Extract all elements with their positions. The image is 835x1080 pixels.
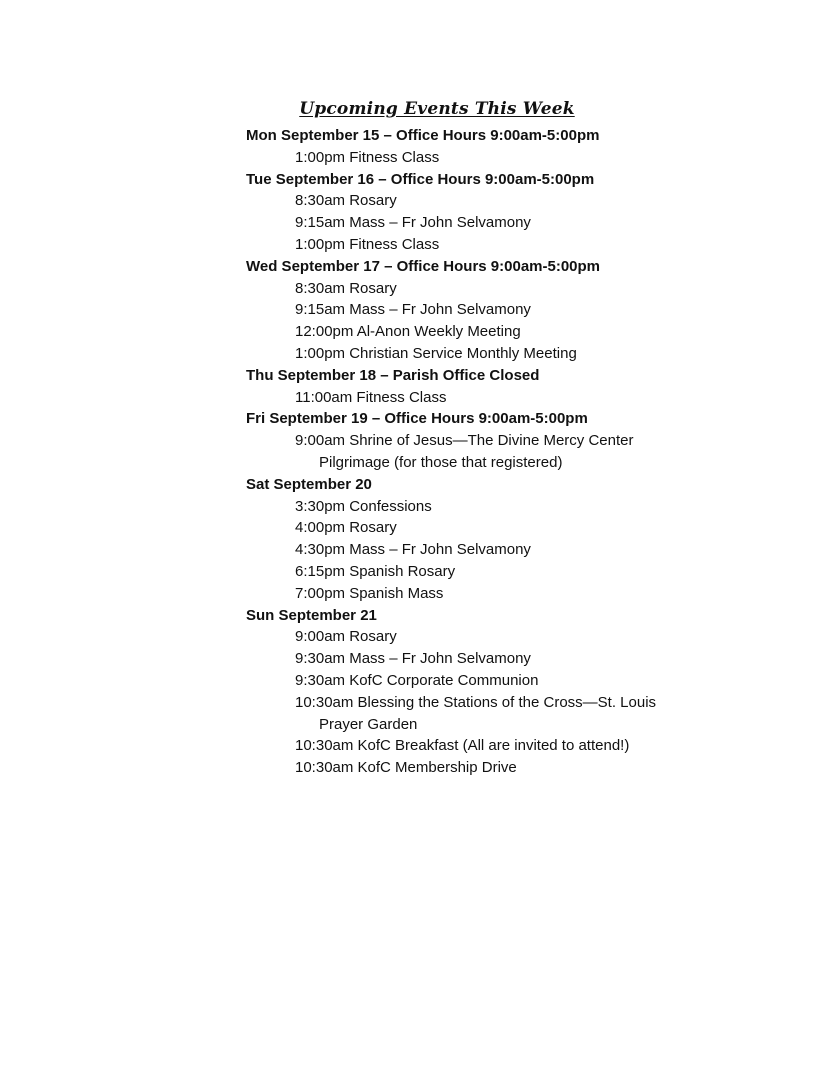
event-item <box>246 626 806 648</box>
day-heading: Sun September 21 <box>246 606 377 624</box>
day-section <box>246 474 806 605</box>
event-text: 10:30am KofC Breakfast (All are invited to attend!) <box>295 737 630 755</box>
event-item <box>246 496 806 518</box>
event-item <box>246 278 806 300</box>
event-item <box>246 648 806 670</box>
event-item <box>246 561 806 583</box>
event-item <box>246 147 806 169</box>
event-item <box>246 190 806 212</box>
day-section <box>246 125 806 169</box>
events-list <box>246 125 806 779</box>
day-section <box>246 605 806 779</box>
event-text: 8:30am Rosary <box>295 192 397 210</box>
event-item <box>246 321 806 343</box>
event-text: 8:30am Rosary <box>295 279 397 297</box>
event-text: 9:00am Shrine of Jesus—The Divine Mercy Center <box>295 432 634 450</box>
day-heading: Wed September 17 – Office Hours 9:00am-5:00pm <box>246 257 601 275</box>
event-item <box>246 430 806 474</box>
event-text: 10:30am KofC Membership Drive <box>295 759 517 777</box>
event-item <box>246 539 806 561</box>
event-text: 3:30pm Confessions <box>295 497 432 515</box>
event-text: 1:00pm Christian Service Monthly Meeting <box>295 344 577 362</box>
event-text-continuation: Pilgrimage (for those that registered) <box>319 453 563 471</box>
event-text: 4:00pm Rosary <box>295 519 397 537</box>
event-text: 6:15pm Spanish Rosary <box>295 562 456 580</box>
event-item <box>246 387 806 409</box>
day-heading: Tue September 16 – Office Hours 9:00am-5:00pm <box>246 170 595 188</box>
day-section <box>246 256 806 365</box>
day-heading: Sat September 20 <box>246 475 372 493</box>
day-section <box>246 365 806 409</box>
event-text: 9:15am Mass – Fr John Selvamony <box>295 301 531 319</box>
event-item <box>246 583 806 605</box>
event-item <box>246 343 806 365</box>
event-item <box>246 692 806 736</box>
event-text: 9:15am Mass – Fr John Selvamony <box>295 214 531 232</box>
event-item <box>246 299 806 321</box>
event-item <box>246 670 806 692</box>
event-text: 10:30am Blessing the Stations of the Cross—St. Louis <box>295 693 657 711</box>
event-item <box>246 735 806 757</box>
event-item <box>246 234 806 256</box>
event-item <box>246 517 806 539</box>
event-text: 1:00pm Fitness Class <box>295 235 440 253</box>
event-text-continuation: Prayer Garden <box>319 715 418 733</box>
day-section <box>246 169 806 256</box>
event-text: 11:00am Fitness Class <box>295 388 447 406</box>
page-title: Upcoming Events This Week <box>299 99 575 119</box>
event-text: 9:00am Rosary <box>295 628 397 646</box>
day-section <box>246 408 806 473</box>
day-heading: Mon September 15 – Office Hours 9:00am-5:00pm <box>246 127 600 144</box>
event-text: 9:30am Mass – Fr John Selvamony <box>295 650 531 668</box>
event-item <box>246 757 806 779</box>
event-text: 4:30pm Mass – Fr John Selvamony <box>295 541 531 559</box>
event-text: 12:00pm Al-Anon Weekly Meeting <box>295 323 521 341</box>
day-heading: Fri September 19 – Office Hours 9:00am-5:00pm <box>246 410 588 428</box>
event-text: 9:30am KofC Corporate Communion <box>295 671 539 689</box>
event-item <box>246 212 806 234</box>
event-text: 1:00pm Fitness Class <box>295 148 440 166</box>
event-text: 7:00pm Spanish Mass <box>295 584 444 602</box>
day-heading: Thu September 18 – Parish Office Closed <box>246 366 540 384</box>
